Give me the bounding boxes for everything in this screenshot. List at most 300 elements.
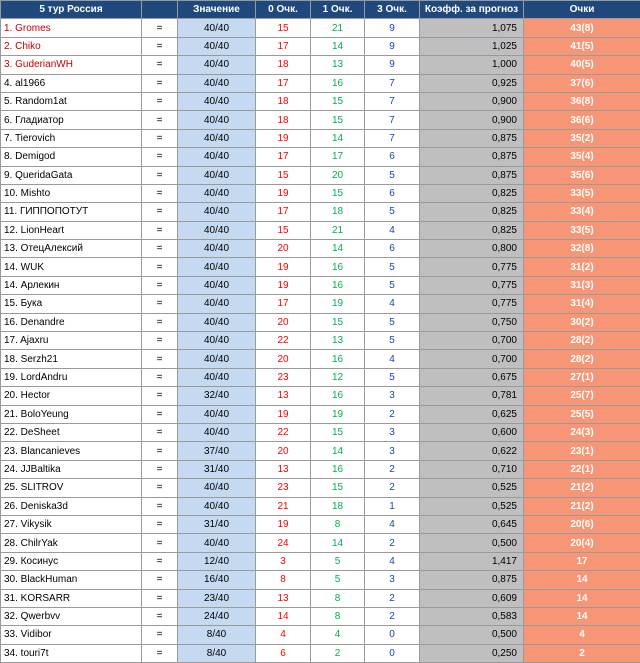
value-cell: 32/40 [178,387,256,405]
one-point-cell: 17 [311,148,365,166]
points-cell: 35(2) [524,129,640,147]
value-cell: 40/40 [178,368,256,386]
three-points-cell: 2 [365,589,420,607]
value-cell: 37/40 [178,442,256,460]
value-cell: 40/40 [178,350,256,368]
zero-points-cell: 17 [256,74,311,92]
table-row [1,203,640,221]
points-cell: 4 [524,626,640,644]
one-point-cell: 15 [311,92,365,110]
coefficient-cell: 0,775 [420,276,524,294]
value-cell: 40/40 [178,203,256,221]
value-cell: 31/40 [178,460,256,478]
three-points-cell: 5 [365,166,420,184]
one-point-cell: 15 [311,111,365,129]
table-row [1,387,640,405]
one-point-cell: 14 [311,37,365,55]
points-cell: 17 [524,552,640,570]
points-cell: 41(5) [524,37,640,55]
points-cell: 24(3) [524,423,640,441]
equals-sign: = [142,184,178,202]
header-row [1,1,640,19]
zero-points-cell: 17 [256,295,311,313]
zero-points-cell: 19 [256,515,311,533]
coefficient-cell: 0,775 [420,258,524,276]
equals-sign: = [142,74,178,92]
one-point-cell: 8 [311,515,365,533]
one-point-cell: 15 [311,184,365,202]
coefficient-cell: 0,750 [420,313,524,331]
table-row [1,92,640,110]
player-name: 32. Qwerbvv [1,607,142,625]
equals-sign: = [142,515,178,533]
coefficient-cell: 1,000 [420,56,524,74]
coefficient-cell: 1,417 [420,552,524,570]
coefficient-cell: 0,500 [420,626,524,644]
three-points-cell: 9 [365,37,420,55]
player-name: 9. QueridaGata [1,166,142,184]
coefficient-cell: 0,583 [420,607,524,625]
points-cell: 21(2) [524,497,640,515]
player-name: 19. LordAndru [1,368,142,386]
points-cell: 35(6) [524,166,640,184]
one-point-cell: 5 [311,552,365,570]
value-cell: 40/40 [178,92,256,110]
coefficient-cell: 0,875 [420,166,524,184]
table-row [1,276,640,294]
equals-sign: = [142,479,178,497]
equals-sign: = [142,571,178,589]
equals-sign: = [142,589,178,607]
coefficient-cell: 0,825 [420,221,524,239]
three-points-cell: 1 [365,497,420,515]
equals-sign: = [142,203,178,221]
zero-points-cell: 13 [256,589,311,607]
points-cell: 14 [524,571,640,589]
value-cell: 40/40 [178,19,256,37]
points-cell: 33(5) [524,221,640,239]
points-cell: 30(2) [524,313,640,331]
coefficient-cell: 0,525 [420,479,524,497]
three-points-cell: 2 [365,479,420,497]
three-points-cell: 7 [365,74,420,92]
one-point-cell: 16 [311,387,365,405]
equals-sign: = [142,644,178,662]
value-cell: 40/40 [178,56,256,74]
equals-sign: = [142,258,178,276]
value-cell: 8/40 [178,626,256,644]
three-points-cell: 5 [365,368,420,386]
zero-points-cell: 24 [256,534,311,552]
table-row [1,184,640,202]
coefficient-cell: 0,825 [420,203,524,221]
zero-points-cell: 19 [256,184,311,202]
one-point-cell: 15 [311,423,365,441]
zero-points-cell: 22 [256,423,311,441]
player-name: 29. Косинус [1,552,142,570]
three-points-cell: 4 [365,295,420,313]
points-cell: 21(2) [524,479,640,497]
points-cell: 32(8) [524,240,640,258]
coefficient-cell: 0,700 [420,350,524,368]
player-name: 27. Vikysik [1,515,142,533]
table-row [1,56,640,74]
zero-points-cell: 15 [256,19,311,37]
equals-sign: = [142,405,178,423]
zero-points-cell: 17 [256,148,311,166]
zero-points-cell: 19 [256,258,311,276]
value-cell: 40/40 [178,184,256,202]
one-point-cell: 8 [311,607,365,625]
zero-points-cell: 19 [256,276,311,294]
player-name: 25. SLITROV [1,479,142,497]
one-point-cell: 21 [311,221,365,239]
zero-points-cell: 20 [256,350,311,368]
equals-sign: = [142,350,178,368]
coefficient-cell: 0,800 [420,240,524,258]
coefficient-cell: 0,609 [420,589,524,607]
zero-points-cell: 21 [256,497,311,515]
three-points-cell: 5 [365,258,420,276]
value-cell: 40/40 [178,240,256,258]
coefficient-cell: 0,710 [420,460,524,478]
value-cell: 40/40 [178,37,256,55]
one-point-cell: 16 [311,258,365,276]
coefficient-cell: 0,675 [420,368,524,386]
value-cell: 40/40 [178,405,256,423]
value-cell: 40/40 [178,479,256,497]
zero-points-cell: 8 [256,571,311,589]
equals-sign: = [142,37,178,55]
equals-sign: = [142,313,178,331]
three-points-cell: 3 [365,571,420,589]
three-points-cell: 0 [365,644,420,662]
player-name: 16. Denandre [1,313,142,331]
player-name: 15. Бука [1,295,142,313]
header-value: Значение [178,1,256,19]
equals-sign: = [142,19,178,37]
table-row [1,350,640,368]
table-row [1,74,640,92]
points-cell: 20(6) [524,515,640,533]
three-points-cell: 5 [365,332,420,350]
player-name: 21. BoloYeung [1,405,142,423]
one-point-cell: 15 [311,479,365,497]
one-point-cell: 21 [311,19,365,37]
equals-sign: = [142,423,178,441]
one-point-cell: 18 [311,497,365,515]
coefficient-cell: 1,025 [420,37,524,55]
value-cell: 40/40 [178,221,256,239]
zero-points-cell: 19 [256,405,311,423]
one-point-cell: 14 [311,534,365,552]
player-name: 4. al1966 [1,74,142,92]
points-cell: 33(4) [524,203,640,221]
table-row [1,571,640,589]
equals-sign: = [142,368,178,386]
points-cell: 25(5) [524,405,640,423]
table-row [1,111,640,129]
equals-sign: = [142,442,178,460]
equals-sign: = [142,148,178,166]
table-row [1,534,640,552]
coefficient-cell: 0,775 [420,295,524,313]
equals-sign: = [142,332,178,350]
value-cell: 40/40 [178,423,256,441]
value-cell: 40/40 [178,74,256,92]
zero-points-cell: 6 [256,644,311,662]
one-point-cell: 12 [311,368,365,386]
equals-sign: = [142,626,178,644]
table-row [1,240,640,258]
one-point-cell: 13 [311,332,365,350]
table-row [1,515,640,533]
player-name: 14. Арлекин [1,276,142,294]
player-name: 17. Ajaxru [1,332,142,350]
equals-sign: = [142,534,178,552]
equals-sign: = [142,387,178,405]
table-row [1,258,640,276]
zero-points-cell: 23 [256,479,311,497]
one-point-cell: 2 [311,644,365,662]
points-cell: 36(8) [524,92,640,110]
one-point-cell: 19 [311,295,365,313]
table-row [1,479,640,497]
three-points-cell: 7 [365,129,420,147]
player-name: 23. Blancanieves [1,442,142,460]
three-points-cell: 2 [365,405,420,423]
header-coefficient: Коэфф. за прогноз [420,1,524,19]
zero-points-cell: 19 [256,129,311,147]
coefficient-cell: 0,925 [420,74,524,92]
table-row [1,405,640,423]
three-points-cell: 5 [365,203,420,221]
points-cell: 35(4) [524,148,640,166]
value-cell: 8/40 [178,644,256,662]
coefficient-cell: 0,900 [420,92,524,110]
table-row [1,166,640,184]
player-name: 6. Гладиатор [1,111,142,129]
value-cell: 24/40 [178,607,256,625]
three-points-cell: 6 [365,184,420,202]
value-cell: 40/40 [178,258,256,276]
value-cell: 16/40 [178,571,256,589]
zero-points-cell: 15 [256,166,311,184]
one-point-cell: 16 [311,350,365,368]
points-cell: 14 [524,607,640,625]
points-cell: 27(1) [524,368,640,386]
one-point-cell: 4 [311,626,365,644]
table-row [1,148,640,166]
value-cell: 40/40 [178,295,256,313]
header-eq [142,1,178,19]
coefficient-cell: 0,250 [420,644,524,662]
player-name: 22. DeSheet [1,423,142,441]
three-points-cell: 3 [365,423,420,441]
coefficient-cell: 0,700 [420,332,524,350]
player-name: 13. ОтецАлексий [1,240,142,258]
zero-points-cell: 13 [256,387,311,405]
player-name: 11. ГИППОПОТУТ [1,203,142,221]
table-row [1,644,640,662]
table-row [1,19,640,37]
zero-points-cell: 18 [256,92,311,110]
header-points: Очки [524,1,640,19]
equals-sign: = [142,276,178,294]
three-points-cell: 2 [365,534,420,552]
points-cell: 31(2) [524,258,640,276]
zero-points-cell: 22 [256,332,311,350]
equals-sign: = [142,295,178,313]
zero-points-cell: 23 [256,368,311,386]
equals-sign: = [142,166,178,184]
zero-points-cell: 17 [256,203,311,221]
value-cell: 40/40 [178,111,256,129]
zero-points-cell: 15 [256,221,311,239]
three-points-cell: 4 [365,515,420,533]
player-name: 12. LionHeart [1,221,142,239]
one-point-cell: 16 [311,74,365,92]
player-name: 14. WUK [1,258,142,276]
equals-sign: = [142,221,178,239]
points-cell: 2 [524,644,640,662]
zero-points-cell: 18 [256,111,311,129]
value-cell: 40/40 [178,276,256,294]
table-row [1,442,640,460]
player-name: 34. touri7t [1,644,142,662]
three-points-cell: 9 [365,56,420,74]
three-points-cell: 6 [365,240,420,258]
value-cell: 40/40 [178,332,256,350]
one-point-cell: 15 [311,313,365,331]
points-cell: 20(4) [524,534,640,552]
table-row [1,626,640,644]
three-points-cell: 2 [365,607,420,625]
header-three-points: 3 Очк. [365,1,420,19]
coefficient-cell: 0,645 [420,515,524,533]
one-point-cell: 20 [311,166,365,184]
points-cell: 14 [524,589,640,607]
player-name: 28. ChilrYak [1,534,142,552]
zero-points-cell: 14 [256,607,311,625]
header-zero-points: 0 Очк. [256,1,311,19]
one-point-cell: 19 [311,405,365,423]
three-points-cell: 4 [365,552,420,570]
coefficient-cell: 0,900 [420,111,524,129]
points-cell: 40(5) [524,56,640,74]
equals-sign: = [142,460,178,478]
zero-points-cell: 13 [256,460,311,478]
three-points-cell: 2 [365,460,420,478]
points-cell: 37(6) [524,74,640,92]
three-points-cell: 3 [365,442,420,460]
points-cell: 33(5) [524,184,640,202]
table-row [1,423,640,441]
coefficient-cell: 1,075 [420,19,524,37]
points-cell: 22(1) [524,460,640,478]
points-cell: 25(7) [524,387,640,405]
zero-points-cell: 20 [256,313,311,331]
coefficient-cell: 0,625 [420,405,524,423]
value-cell: 12/40 [178,552,256,570]
table-row [1,460,640,478]
three-points-cell: 6 [365,148,420,166]
table-row [1,607,640,625]
header-name: 5 тур Россия [1,1,142,19]
table-row [1,129,640,147]
one-point-cell: 14 [311,442,365,460]
points-cell: 28(2) [524,350,640,368]
value-cell: 40/40 [178,534,256,552]
points-cell: 43(8) [524,19,640,37]
one-point-cell: 8 [311,589,365,607]
table-row [1,313,640,331]
table-row [1,497,640,515]
points-cell: 31(4) [524,295,640,313]
equals-sign: = [142,497,178,515]
value-cell: 40/40 [178,497,256,515]
equals-sign: = [142,552,178,570]
coefficient-cell: 0,781 [420,387,524,405]
player-name: 3. GuderianWH [1,56,142,74]
table-row [1,221,640,239]
value-cell: 40/40 [178,166,256,184]
three-points-cell: 7 [365,111,420,129]
equals-sign: = [142,607,178,625]
coefficient-cell: 0,525 [420,497,524,515]
value-cell: 40/40 [178,148,256,166]
zero-points-cell: 20 [256,442,311,460]
zero-points-cell: 4 [256,626,311,644]
one-point-cell: 14 [311,240,365,258]
three-points-cell: 7 [365,92,420,110]
player-name: 33. Vidibor [1,626,142,644]
player-name: 26. Deniska3d [1,497,142,515]
points-cell: 28(2) [524,332,640,350]
equals-sign: = [142,111,178,129]
three-points-cell: 5 [365,313,420,331]
coefficient-cell: 0,875 [420,148,524,166]
value-cell: 23/40 [178,589,256,607]
player-name: 18. Serzh21 [1,350,142,368]
player-name: 1. Gromes [1,19,142,37]
coefficient-cell: 0,875 [420,129,524,147]
three-points-cell: 4 [365,350,420,368]
coefficient-cell: 0,622 [420,442,524,460]
coefficient-cell: 0,825 [420,184,524,202]
equals-sign: = [142,92,178,110]
three-points-cell: 9 [365,19,420,37]
coefficient-cell: 0,500 [420,534,524,552]
table-row [1,368,640,386]
points-cell: 31(3) [524,276,640,294]
three-points-cell: 0 [365,626,420,644]
zero-points-cell: 20 [256,240,311,258]
value-cell: 31/40 [178,515,256,533]
table-row [1,589,640,607]
header-one-point: 1 Очк. [311,1,365,19]
zero-points-cell: 17 [256,37,311,55]
equals-sign: = [142,240,178,258]
player-name: 20. Hector [1,387,142,405]
zero-points-cell: 3 [256,552,311,570]
one-point-cell: 14 [311,129,365,147]
coefficient-cell: 0,875 [420,571,524,589]
points-cell: 36(6) [524,111,640,129]
one-point-cell: 5 [311,571,365,589]
player-name: 24. JJBaltika [1,460,142,478]
three-points-cell: 5 [365,276,420,294]
